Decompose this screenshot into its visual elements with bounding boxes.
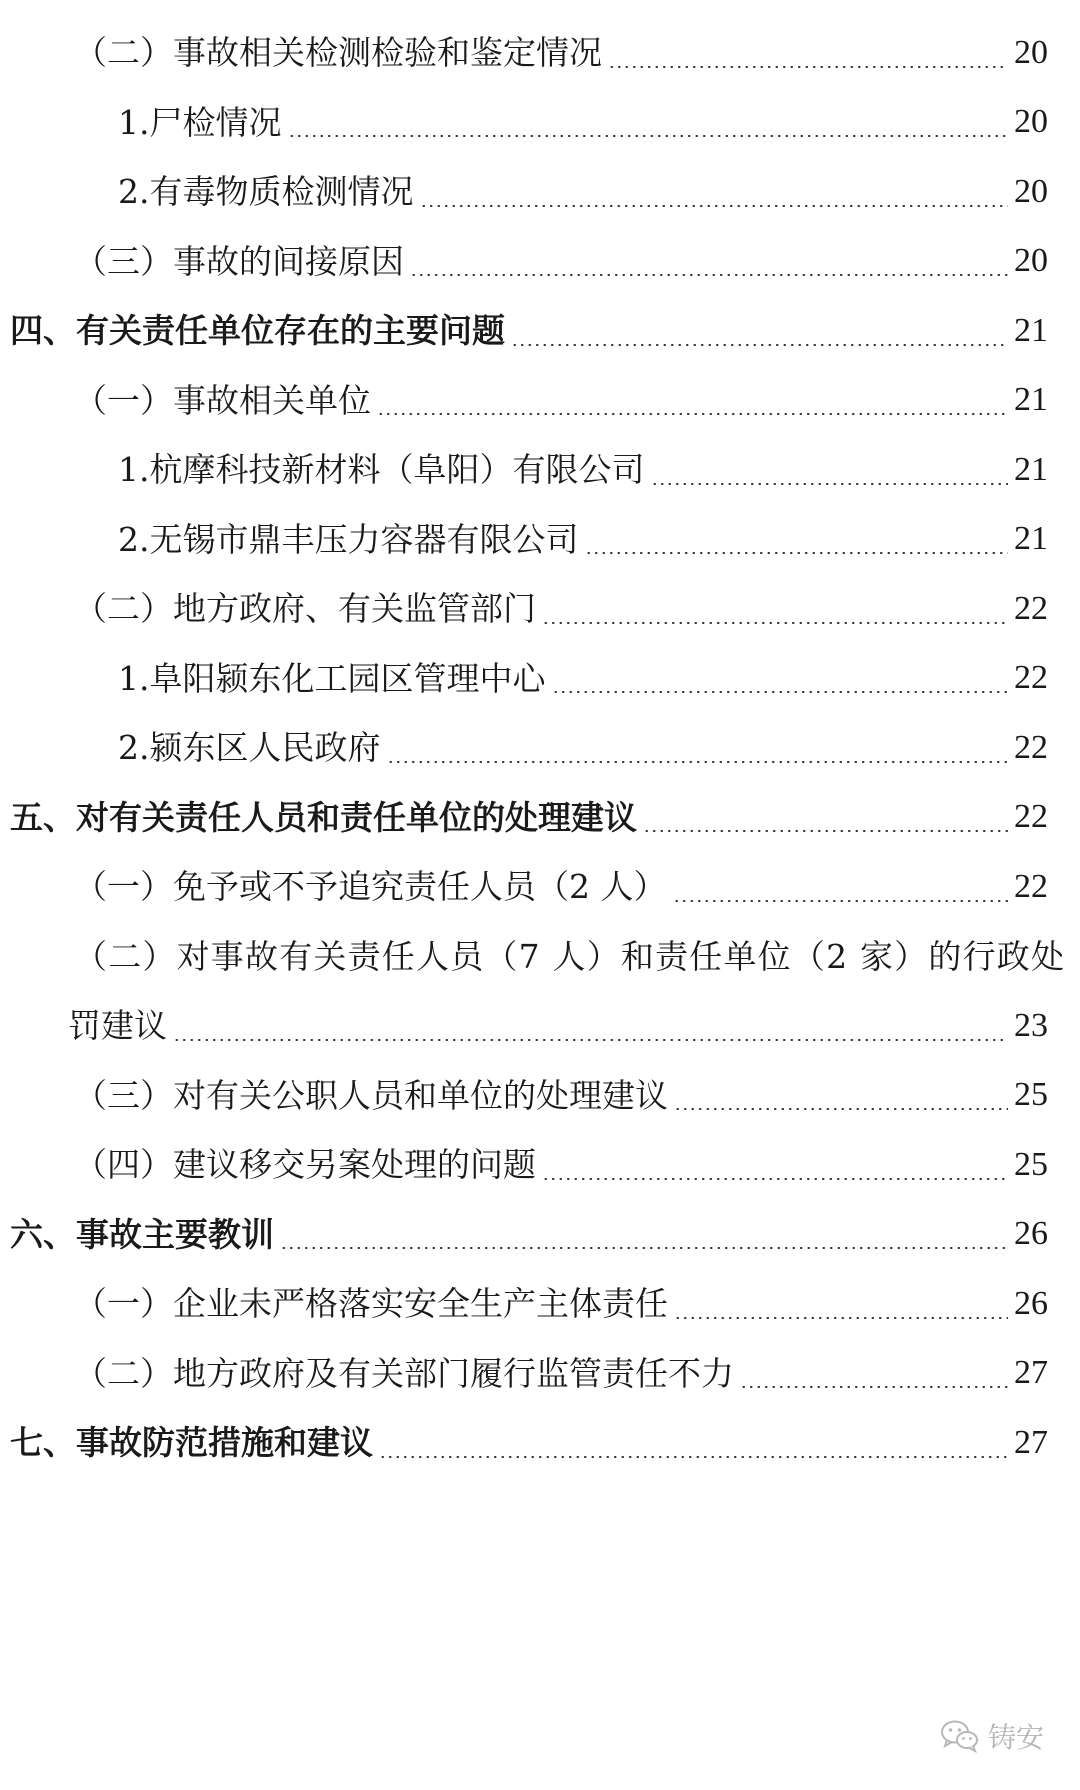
toc-entry-page: 27	[1014, 1423, 1048, 1461]
toc-entry[interactable]	[0, 574, 1080, 644]
toc-entry-title-continuation: 罚建议	[68, 1006, 167, 1046]
toc-entry-page: 22	[1014, 798, 1048, 836]
wechat-watermark	[940, 1716, 1044, 1756]
toc-entry-page: 21	[1014, 311, 1048, 349]
dot-leader	[674, 1108, 1008, 1110]
toc-entry-page: 22	[1014, 728, 1048, 766]
toc-entry-title: （二）地方政府、有关监管部门	[74, 589, 536, 629]
toc-entry-page: 21	[1014, 520, 1048, 558]
toc-entry-page: 25	[1014, 1145, 1048, 1183]
toc-entry-page: 20	[1014, 172, 1048, 210]
dot-leader	[410, 274, 1008, 276]
dot-leader	[643, 830, 1008, 832]
table-of-contents	[0, 18, 1080, 1478]
toc-entry[interactable]	[0, 88, 1080, 158]
dot-leader	[552, 691, 1009, 693]
toc-entry-title: （一）企业未严格落实安全生产主体责任	[74, 1284, 668, 1324]
dot-leader	[585, 552, 1009, 554]
toc-entry-title: （二）事故相关检测检验和鉴定情况	[74, 33, 602, 73]
toc-entry-wrapped-second-line[interactable]	[0, 991, 1080, 1061]
toc-entry-page: 20	[1014, 242, 1048, 280]
toc-entry[interactable]	[0, 296, 1080, 366]
toc-entry-title: （二）地方政府及有关部门履行监管责任不力	[74, 1353, 734, 1393]
toc-entry[interactable]	[0, 852, 1080, 922]
dot-leader	[608, 66, 1008, 68]
toc-entry[interactable]	[0, 1339, 1080, 1409]
toc-entry[interactable]	[0, 18, 1080, 88]
toc-entry-page: 21	[1014, 450, 1048, 488]
toc-entry-page: 22	[1014, 659, 1048, 697]
toc-entry[interactable]	[0, 1130, 1080, 1200]
toc-entry[interactable]	[0, 227, 1080, 297]
toc-entry-title: 2.颍东区人民政府	[118, 728, 381, 768]
toc-entry-page: 21	[1014, 381, 1048, 419]
dot-leader	[387, 761, 1009, 763]
dot-leader	[173, 1039, 1008, 1041]
toc-entry-title: （二）对事故有关责任人员（7 人）和责任单位（2 家）的行政处	[74, 936, 1066, 976]
toc-entry-page: 23	[1014, 1006, 1048, 1044]
dot-leader	[651, 483, 1009, 485]
dot-leader	[740, 1386, 1008, 1388]
dot-leader	[673, 900, 1009, 902]
toc-entry-title: （四）建议移交另案处理的问题	[74, 1145, 536, 1185]
toc-entry-title: （三）事故的间接原因	[74, 241, 404, 281]
toc-entry-title: 2.有毒物质检测情况	[118, 172, 414, 212]
toc-entry[interactable]	[0, 366, 1080, 436]
toc-entry[interactable]	[0, 1408, 1080, 1478]
toc-entry-title: 1.尸检情况	[118, 102, 282, 142]
toc-entry-title: 六、事故主要教训	[10, 1214, 274, 1254]
toc-entry[interactable]	[0, 157, 1080, 227]
toc-entry-page: 26	[1014, 1215, 1048, 1253]
toc-entry[interactable]	[0, 713, 1080, 783]
toc-entry[interactable]	[0, 505, 1080, 575]
dot-leader	[542, 1178, 1008, 1180]
wechat-icon	[940, 1719, 980, 1753]
toc-entry[interactable]	[0, 1200, 1080, 1270]
toc-entry-title: 五、对有关责任人员和责任单位的处理建议	[10, 797, 637, 837]
toc-entry-page: 22	[1014, 867, 1048, 905]
toc-entry-title: （一）免予或不予追究责任人员（2 人）	[74, 867, 667, 907]
dot-leader	[542, 622, 1008, 624]
toc-entry-page: 27	[1014, 1354, 1048, 1392]
dot-leader	[379, 1456, 1008, 1458]
dot-leader	[377, 413, 1008, 415]
toc-entry[interactable]	[0, 435, 1080, 505]
toc-entry-wrapped-first-line[interactable]	[0, 922, 1080, 992]
toc-entry-page: 22	[1014, 589, 1048, 627]
toc-entry-page: 26	[1014, 1284, 1048, 1322]
toc-entry-page: 20	[1014, 103, 1048, 141]
dot-leader	[280, 1247, 1008, 1249]
toc-entry-title: 1.杭摩科技新材料（阜阳）有限公司	[118, 450, 645, 490]
toc-entry-title: 七、事故防范措施和建议	[10, 1423, 373, 1463]
toc-entry[interactable]	[0, 1061, 1080, 1131]
toc-entry[interactable]	[0, 644, 1080, 714]
toc-entry-page: 20	[1014, 33, 1048, 71]
toc-entry-title: （一）事故相关单位	[74, 380, 371, 420]
toc-entry[interactable]	[0, 1269, 1080, 1339]
toc-entry[interactable]	[0, 783, 1080, 853]
dot-leader	[420, 205, 1009, 207]
dot-leader	[288, 135, 1009, 137]
toc-entry-title: 2.无锡市鼎丰压力容器有限公司	[118, 519, 579, 559]
toc-entry-title: 1.阜阳颍东化工园区管理中心	[118, 658, 546, 698]
dot-leader	[511, 344, 1008, 346]
toc-entry-title: （三）对有关公职人员和单位的处理建议	[74, 1075, 668, 1115]
dot-leader	[674, 1317, 1008, 1319]
toc-entry-title: 四、有关责任单位存在的主要问题	[10, 311, 505, 351]
toc-entry-page: 25	[1014, 1076, 1048, 1114]
watermark-text: 铸安	[987, 1721, 1044, 1754]
